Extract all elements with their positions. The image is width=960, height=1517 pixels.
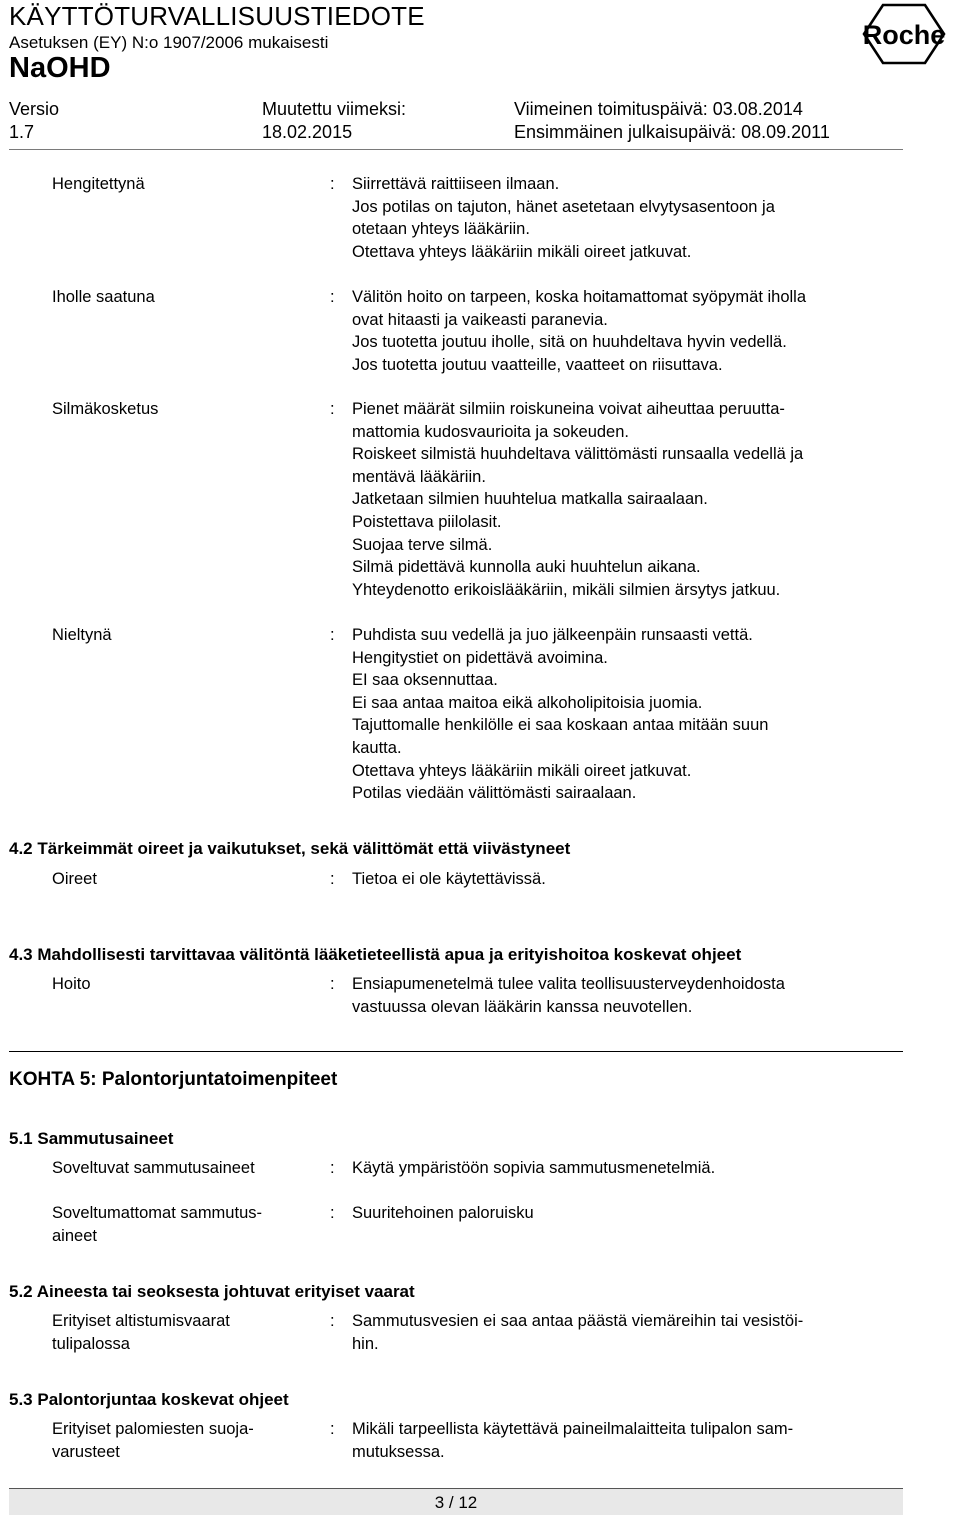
row-value-line: vastuussa olevan lääkärin kanssa neuvotellen. [352, 997, 693, 1016]
row-value-line: Jos tuotetta joutuu vaatteille, vaatteet on riisuttava. [352, 355, 723, 374]
revised-label: Muutettu viimeksi: [262, 99, 407, 119]
version-label: Versio [9, 99, 60, 119]
row-value-line: Sammutusvesien ei saa antaa päästä viemäreihin tai vesistöi- [352, 1312, 804, 1330]
row-label [52, 624, 322, 647]
row-value-line: Puhdista suu vedellä ja juo jälkeenpäin runsaasti vettä. [352, 626, 753, 644]
row-value [352, 973, 897, 1018]
row-colon: : [330, 175, 335, 193]
section-4-2-heading: 4.2 Tärkeimmät oireet ja vaikutukset, sekä välittömät että viivästyneet [9, 839, 571, 858]
row-label-line: varusteet [52, 1442, 120, 1461]
row-value [352, 1157, 897, 1180]
row-value-line: Suojaa terve silmä. [352, 535, 493, 554]
row-colon: : [330, 400, 335, 418]
product-name: NaOHD [9, 52, 111, 84]
row-value [352, 1418, 897, 1463]
row-colon: : [330, 1420, 335, 1438]
logo-text: Roche [862, 20, 946, 50]
row-label [52, 173, 322, 196]
row-value-line: otetaan yhteys lääkäriin. [352, 220, 530, 239]
row-colon: : [330, 1204, 335, 1222]
row-value [352, 1310, 897, 1355]
section-5-1-heading: 5.1 Sammutusaineet [9, 1129, 174, 1148]
row-label [52, 1418, 322, 1463]
header-divider [9, 149, 903, 150]
revised-value: 18.02.2015 [262, 122, 353, 142]
section-5-2-heading: 5.2 Aineesta tai seoksesta johtuvat erityiset vaarat [9, 1282, 415, 1301]
row-label [52, 398, 322, 421]
row-value-line: Roiskeet silmistä huuhdeltava välittömästi runsaalla vedellä ja [352, 445, 804, 464]
page-footer [9, 1488, 903, 1515]
row-value-line: Otettava yhteys lääkäriin mikäli oireet jatkuvat. [352, 242, 692, 261]
row-value-line: Yhteydenotto erikoislääkäriin, mikäli silmien ärsytys jatkuu. [352, 580, 781, 599]
row-value-line: hin. [352, 1334, 379, 1353]
row-value-line: EI saa oksennuttaa. [352, 671, 498, 690]
row-value-line: Suuritehoinen paloruisku [352, 1204, 534, 1222]
row-value-line: Potilas viedään välittömästi sairaalaan. [352, 784, 637, 803]
document-title: KÄYTTÖTURVALLISUUSTIEDOTE [9, 1, 425, 31]
row-value-line: Tajuttomalle henkilölle ei saa koskaan antaa mitään suun [352, 716, 769, 735]
roche-logo-icon [850, 2, 958, 66]
row-value-line: Mikäli tarpeellista käytettävä paineilmalaitteita tulipalon sam- [352, 1420, 794, 1438]
row-value-line: Jos tuotetta joutuu iholle, sitä on huuhdeltava hyvin vedellä. [352, 333, 787, 352]
row-label-line: Hengitettynä [52, 175, 145, 193]
first-publication-date: Ensimmäinen julkaisupäivä: 08.09.2011 [514, 122, 830, 142]
row-label-line: Erityiset altistumisvaarat [52, 1312, 230, 1330]
row-colon: : [330, 288, 335, 306]
row-value-line: Otettava yhteys lääkäriin mikäli oireet jatkuvat. [352, 761, 692, 780]
last-print-date: Viimeinen toimituspäivä: 03.08.2014 [514, 99, 803, 119]
row-label [52, 868, 322, 891]
row-value-line: Ensiapumenetelmä tulee valita teollisuusterveydenhoidosta [352, 975, 785, 993]
row-label-line: Erityiset palomiesten suoja- [52, 1420, 254, 1438]
row-value-line: Jatketaan silmien huuhtelua matkalla sairaalaan. [352, 490, 708, 509]
version-value: 1.7 [9, 122, 35, 142]
row-label [52, 1310, 322, 1355]
row-colon: : [330, 1159, 335, 1177]
row-value-line: Siirrettävä raittiiseen ilmaan. [352, 175, 560, 193]
section-4-3-heading: 4.3 Mahdollisesti tarvittavaa välitöntä lääketieteellistä apua ja erityishoitoa koskevat ohjeet [9, 945, 742, 964]
row-value-line: Käytä ympäristöön sopivia sammutusmenetelmiä. [352, 1159, 716, 1177]
row-label-line: Iholle saatuna [52, 288, 155, 306]
row-label [52, 286, 322, 309]
row-label-line: aineet [52, 1226, 97, 1245]
row-value-line: Hengitystiet on pidettävä avoimina. [352, 648, 608, 667]
row-value-line: ovat hitaasti ja vaikeasti paranevia. [352, 310, 608, 329]
row-value-line: Jos potilas on tajuton, hänet asetetaan elvytysasentoon ja [352, 197, 775, 216]
row-value [352, 868, 897, 891]
row-colon: : [330, 870, 335, 888]
row-label [52, 973, 322, 996]
row-label-line: Soveltuvat sammutusaineet [52, 1159, 255, 1177]
row-label-line: Nieltynä [52, 626, 112, 644]
section-divider [9, 1051, 903, 1052]
row-label-line: Hoito [52, 975, 91, 993]
row-value-line: Tietoa ei ole käytettävissä. [352, 870, 546, 888]
row-value-line: Poistettava piilolasit. [352, 512, 502, 531]
row-value-line: kautta. [352, 738, 402, 757]
row-value-line: Pienet määrät silmiin roiskuneina voivat aiheuttaa peruutta- [352, 400, 785, 418]
row-value-line: Välitön hoito on tarpeen, koska hoitamattomat syöpymät iholla [352, 288, 807, 306]
row-value [352, 624, 897, 805]
row-value-line: mutuksessa. [352, 1442, 445, 1461]
row-value [352, 286, 897, 376]
row-value-line: Silmä pidettävä kunnolla auki huuhtelun aikana. [352, 558, 701, 577]
row-colon: : [330, 975, 335, 993]
row-label-line: tulipalossa [52, 1334, 130, 1353]
row-value-line: Ei saa antaa maitoa eikä alkoholipitoisia juomia. [352, 693, 703, 712]
document-subtitle: Asetuksen (EY) N:o 1907/2006 mukaisesti [9, 33, 329, 52]
row-value [352, 173, 897, 263]
row-value-line: mentävä lääkäriin. [352, 467, 486, 486]
section-5-3-heading: 5.3 Palontorjuntaa koskevat ohjeet [9, 1390, 289, 1409]
row-value [352, 1202, 897, 1225]
row-value [352, 398, 897, 601]
row-label-line: Soveltumattomat sammutus- [52, 1204, 262, 1222]
row-colon: : [330, 626, 335, 644]
page-number: 3 / 12 [434, 1493, 478, 1512]
row-label-line: Silmäkosketus [52, 400, 159, 418]
row-colon: : [330, 1312, 335, 1330]
chapter-5-heading: KOHTA 5: Palontorjuntatoimenpiteet [9, 1069, 338, 1090]
row-label [52, 1157, 322, 1180]
row-label [52, 1202, 322, 1247]
row-label-line: Oireet [52, 870, 97, 888]
row-value-line: mattomia kudosvaurioita ja sokeuden. [352, 422, 629, 441]
